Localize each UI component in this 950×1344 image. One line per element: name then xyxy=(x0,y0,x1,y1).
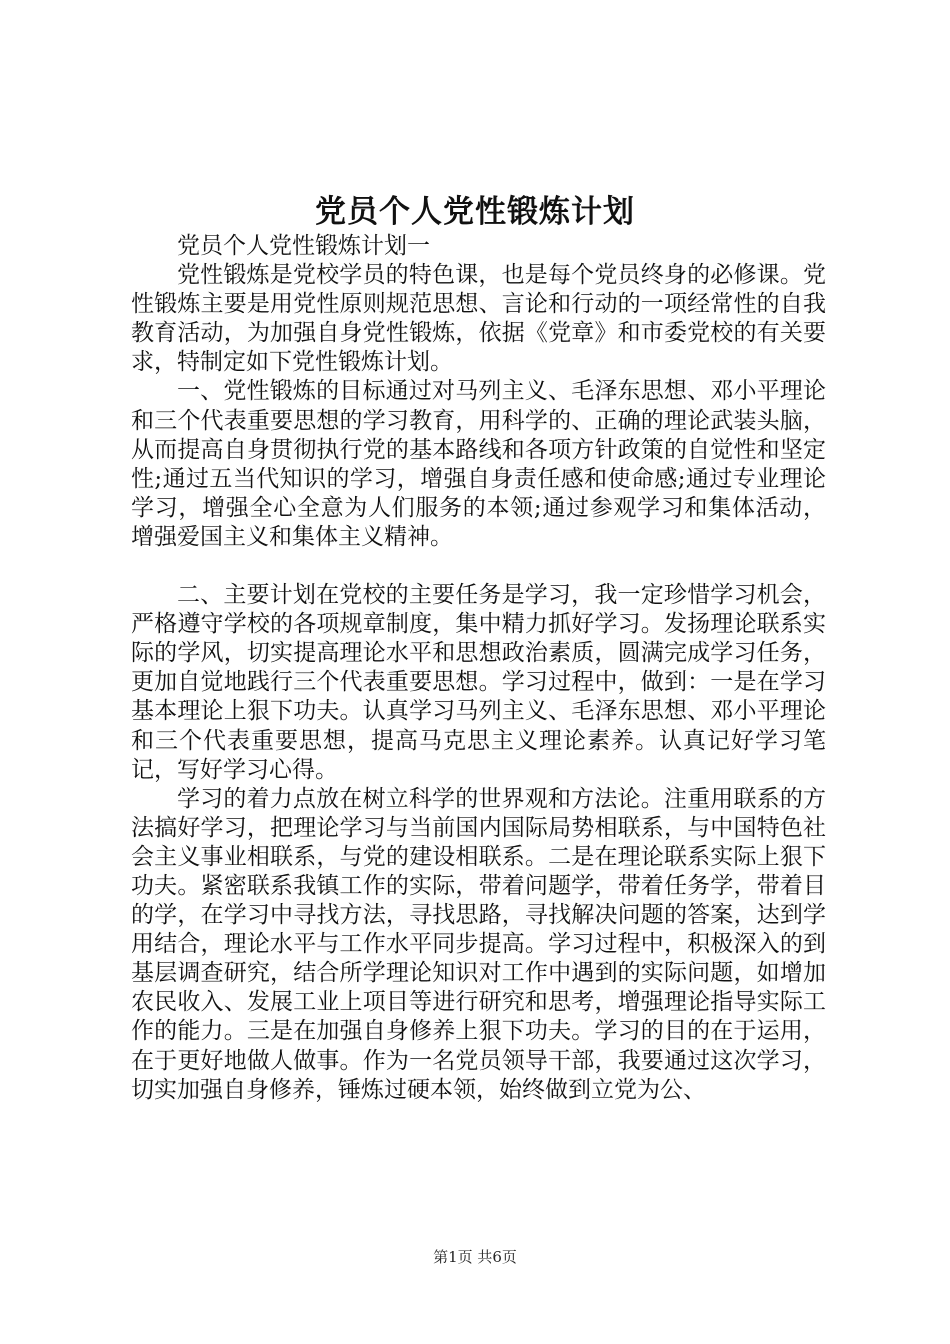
page-number-footer: 第1页 共6页 xyxy=(433,1248,517,1266)
paragraph-subtitle: 党员个人党性锻炼计划一 xyxy=(177,233,430,259)
paragraph-goals: 一、党性锻炼的目标通过对马列主义、毛泽东思想、邓小平理论和三个代表重要思想的学习教育，用科学的、正确的理论武装头脑，从而提高自身贯彻执行党的基本路线和各项方针政策的自觉性和坚定性;通过五当代知识的学习，增强自身责任感和使命感;通过专业理论学习，增强全心全意为人们服务的本领;通过参观学习和集体活动，增强爱国主义和集体主义精神。 xyxy=(131,378,826,550)
paragraph-intro: 党性锻炼是党校学员的特色课，也是每个党员终身的必修课。党性锻炼主要是用党性原则规范思想、言论和行动的一项经常性的自我教育活动，为加强自身党性锻炼，依据《党章》和市委党校的有关要求，特制定如下党性锻炼计划。 xyxy=(131,262,826,376)
document-body xyxy=(131,232,826,1105)
paragraph-main-plan: 二、主要计划在党校的主要任务是学习，我一定珍惜学习机会，严格遵守学校的各项规章制度，集中精力抓好学习。发扬理论联系实际的学风，切实提高理论水平和思想政治素质，圆满完成学习任务，更加自觉地践行三个代表重要思想。学习过程中，做到：一是在学习基本理论上狠下功夫。认真学习马列主义、毛泽东思想、邓小平理论和三个代表重要思想，提高马克思主义理论素养。认真记好学习笔记，写好学习心得。 xyxy=(131,582,826,783)
document-title: 党员个人党性锻炼计划 xyxy=(315,194,635,230)
paragraph-focus: 学习的着力点放在树立科学的世界观和方法论。注重用联系的方法搞好学习，把理论学习与当前国内国际局势相联系，与中国特色社会主义事业相联系，与党的建设相联系。二是在理论联系实际上狠下功夫。紧密联系我镇工作的实际，带着问题学，带着任务学，带着目的学，在学习中寻找方法，寻找思路，寻找解决问题的答案，达到学用结合，理论水平与工作水平同步提高。学习过程中，积极深入的到基层调查研究，结合所学理论知识对工作中遇到的实际问题，如增加农民收入、发展工业上项目等进行研究和思考，增强理论指导实际工作的能力。三是在加强自身修养上狠下功夫。学习的目的在于运用，在于更好地做人做事。作为一名党员领导干部，我要通过这次学习，切实加强自身修养，锤炼过硬本领，始终做到立党为公、 xyxy=(131,785,826,1103)
